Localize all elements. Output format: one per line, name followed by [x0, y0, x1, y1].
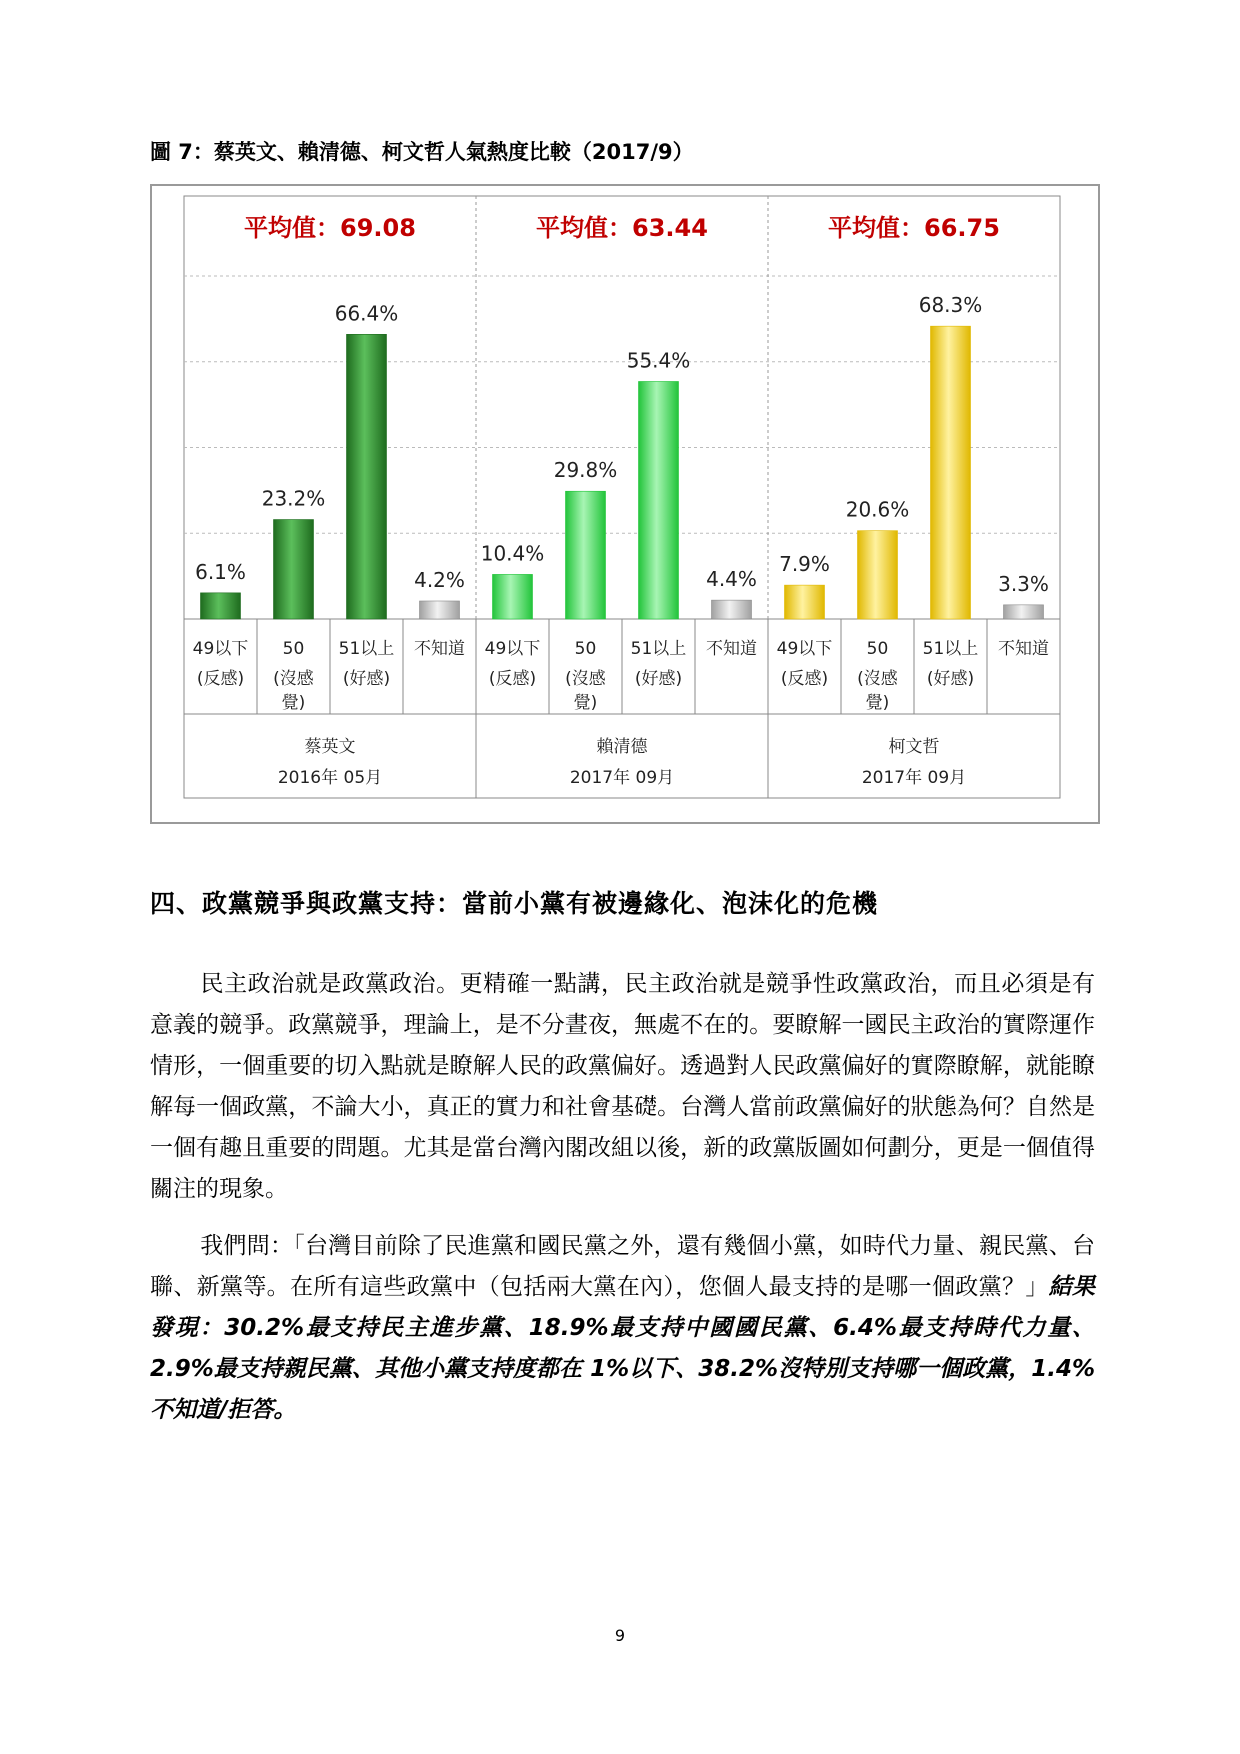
paragraph-2-text: 我們問：「台灣目前除了民進黨和國民黨之外，還有幾個小黨，如時代力量、親民黨、台聯、新黨等。在所有這些政黨中（包括兩大黨在內），您個人最支持的是哪一個政黨？」 — [150, 1233, 1095, 1300]
category-label: (反感) — [488, 669, 537, 689]
data-label: 4.4% — [706, 567, 757, 592]
category-label: 不知道 — [414, 639, 465, 659]
category-label: 50 — [574, 639, 597, 659]
bar — [1004, 605, 1044, 619]
data-label: 6.1% — [195, 559, 246, 584]
category-label: 不知道 — [706, 639, 757, 659]
paragraph-1 — [150, 964, 1095, 1210]
section-heading: 四、政黨競爭與政黨支持：當前小黨有被邊緣化、泡沫化的危機 — [150, 889, 879, 918]
group-name: 柯文哲 — [888, 737, 940, 757]
average-label: 平均值：66.75 — [828, 214, 1000, 242]
bar — [712, 600, 752, 619]
bar — [858, 531, 898, 619]
category-label: (反感) — [780, 669, 829, 689]
bar — [931, 326, 971, 619]
category-label: 覺) — [865, 693, 890, 713]
page-number: 9 — [614, 1626, 626, 1645]
data-label: 7.9% — [779, 552, 830, 577]
category-label: 49以下 — [484, 639, 541, 659]
group-name: 蔡英文 — [304, 737, 356, 757]
bar — [785, 585, 825, 619]
bar-chart — [152, 186, 1098, 822]
average-label: 平均值：63.44 — [536, 214, 708, 242]
data-label: 29.8% — [553, 458, 618, 483]
category-label: 覺) — [573, 693, 598, 713]
group-name: 賴清德 — [596, 737, 648, 757]
figure-title: 圖 7：蔡英文、賴清德、柯文哲人氣熱度比較（2017/9） — [150, 140, 694, 164]
bar — [274, 520, 314, 619]
category-label: (反感) — [196, 669, 245, 689]
data-label: 68.3% — [918, 293, 983, 318]
data-label: 3.3% — [998, 571, 1049, 596]
category-label: 51以上 — [922, 639, 979, 659]
bar — [347, 334, 387, 619]
bar — [420, 601, 460, 619]
group-date: 2017年 09月 — [569, 768, 675, 788]
category-label: 覺) — [281, 693, 306, 713]
category-label: 49以下 — [776, 639, 833, 659]
data-label: 66.4% — [334, 301, 399, 326]
paragraph-1-text: 民主政治就是政黨政治。更精確一點講，民主政治就是競爭性政黨政治，而且必須是有意義的競爭。政黨競爭，理論上，是不分晝夜，無處不在的。要瞭解一國民主政治的實際運作情形，一個重要的切入點就是瞭解人民的政黨偏好。透過對人民政黨偏好的實際瞭解，就能瞭解每一個政黨，不論大小，真正的實力和社會基礎。台灣人當前政黨偏好的狀態為何？自然是一個有趣且重要的問題。尤其是當台灣內閣改組以後，新的政黨版圖如何劃分，更是一個值得關注的現象。 — [150, 971, 1095, 1202]
category-label: (好感) — [342, 669, 391, 689]
bar — [566, 491, 606, 619]
category-label: (好感) — [634, 669, 683, 689]
category-label: 不知道 — [998, 639, 1049, 659]
category-label: (沒感 — [565, 669, 606, 689]
category-label: (沒感 — [273, 669, 314, 689]
data-label: 20.6% — [845, 497, 910, 522]
category-label: (好感) — [926, 669, 975, 689]
category-label: 50 — [282, 639, 305, 659]
group-date: 2017年 09月 — [861, 768, 967, 788]
average-label: 平均值：69.08 — [244, 214, 416, 242]
data-label: 10.4% — [480, 541, 545, 566]
data-label: 55.4% — [626, 348, 691, 373]
data-label: 23.2% — [261, 486, 326, 511]
chart-container — [150, 184, 1100, 824]
category-label: (沒感 — [857, 669, 898, 689]
category-label: 49以下 — [192, 639, 249, 659]
paragraph-2 — [150, 1226, 1095, 1431]
bar — [639, 381, 679, 619]
data-label: 4.2% — [414, 567, 465, 592]
paragraph-2-findings: 結果發現：30.2%最支持民主進步黨、18.9%最支持中國國民黨、6.4%最支持時代力量、2.9%最支持親民黨、其他小黨支持度都在 1%以下、38.2%沒特別支持哪一個政黨，1.4%不知道/拒答。 — [150, 1274, 1096, 1423]
category-label: 50 — [866, 639, 889, 659]
category-label: 51以上 — [630, 639, 687, 659]
bar — [493, 574, 533, 619]
category-label: 51以上 — [338, 639, 395, 659]
bar — [201, 593, 241, 619]
group-date: 2016年 05月 — [277, 768, 383, 788]
